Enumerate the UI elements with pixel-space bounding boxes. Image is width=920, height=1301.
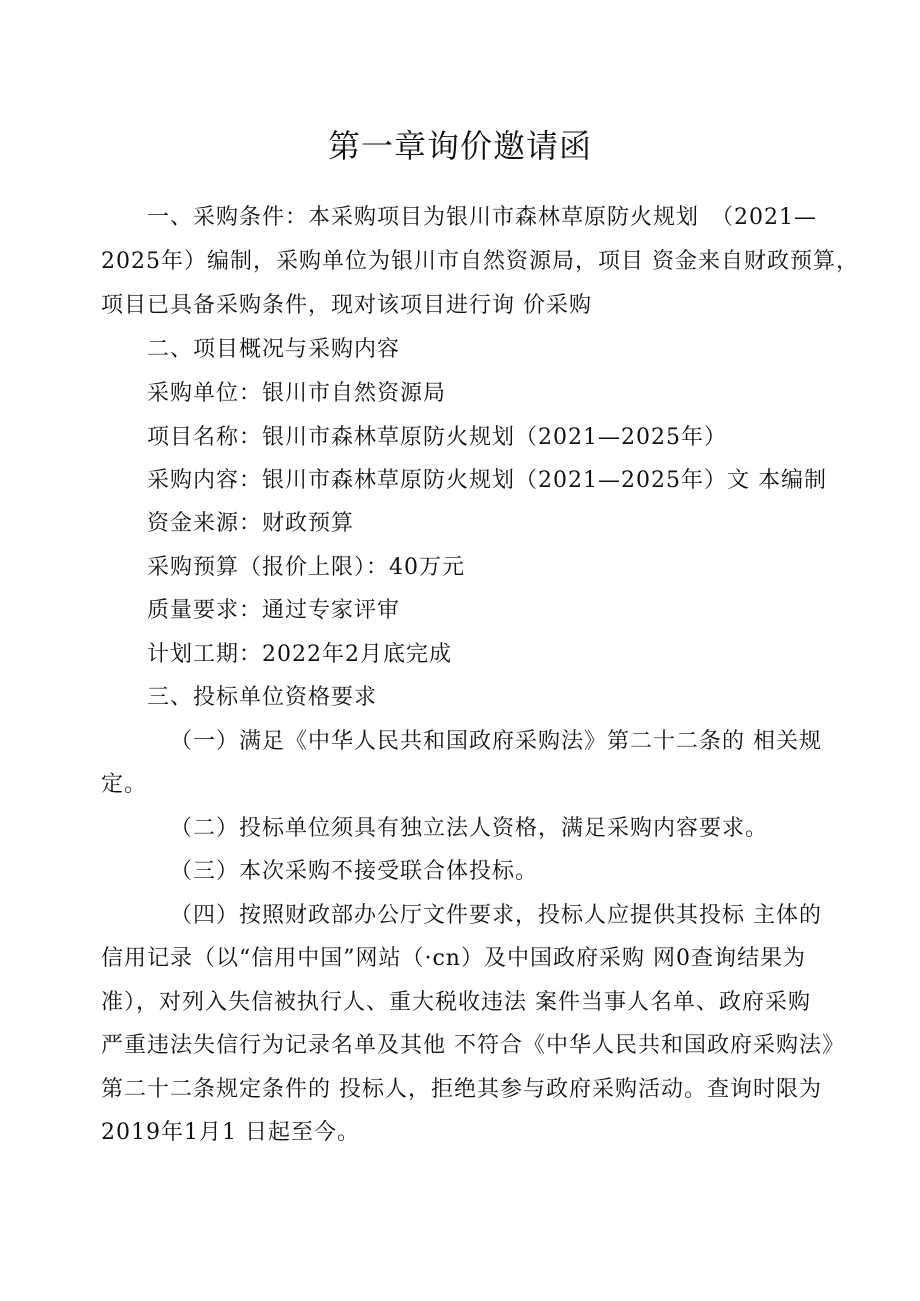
paragraph-line: （三）本次采购不接受联合体投标。 [170,859,539,884]
paragraph-line: 严重违法失信行为记录名单及其他 不符合《中华人民共和国政府采购法》 [101,1033,845,1058]
paragraph-line: 2019年1月1 日起至今。 [101,1120,360,1145]
paragraph-line: 采购内容：银川市森林草原防火规划（2021—2025年）文 本编制 [147,468,827,493]
paragraph-line: 资金来源：财政预算 [147,511,355,536]
paragraph-line: （四）按照财政部办公厅文件要求，投标人应提供其投标 主体的 [170,903,822,928]
paragraph-line: 质量要求：通过专家评审 [147,598,401,623]
section-heading: 三、投标单位资格要求 [147,685,378,710]
paragraph-line: 一、采购条件：本采购项目为银川市森林草原防火规划 （2021— [147,205,817,230]
paragraph-line: 计划工期：2022年2月底完成 [147,642,452,667]
paragraph-line: 项目已具备采购条件，现对该项目进行询 价采购 [101,293,592,318]
paragraph-line: 2025年）编制，采购单位为银川市自然资源局，项目 资金来自财政预算， [101,249,859,274]
paragraph-line: 准），对列入失信被执行人、重大税收违法 案件当事人名单、政府采购 [101,990,811,1015]
paragraph-line: 第二十二条规定条件的 投标人，拒绝其参与政府采购活动。查询时限为 [101,1077,822,1102]
paragraph-line: 项目名称：银川市森林草原防火规划（2021—2025年） [147,425,727,450]
document-title: 第一章询价邀请函 [327,127,592,165]
paragraph-line: 采购预算（报价上限）：40万元 [147,555,465,580]
paragraph-line: （二）投标单位须具有独立法人资格，满足采购内容要求。 [170,816,769,841]
paragraph-line: 定。 [101,772,148,797]
paragraph-line: （一）满足《中华人民共和国政府采购法》第二十二条的 相关规 [170,729,822,754]
paragraph-line: 采购单位：银川市自然资源局 [147,381,447,406]
paragraph-line: 信用记录（以“信用中国”网站（·cn）及中国政府采购 网0查询结果为 [101,946,806,971]
section-heading: 二、项目概况与采购内容 [147,337,401,362]
